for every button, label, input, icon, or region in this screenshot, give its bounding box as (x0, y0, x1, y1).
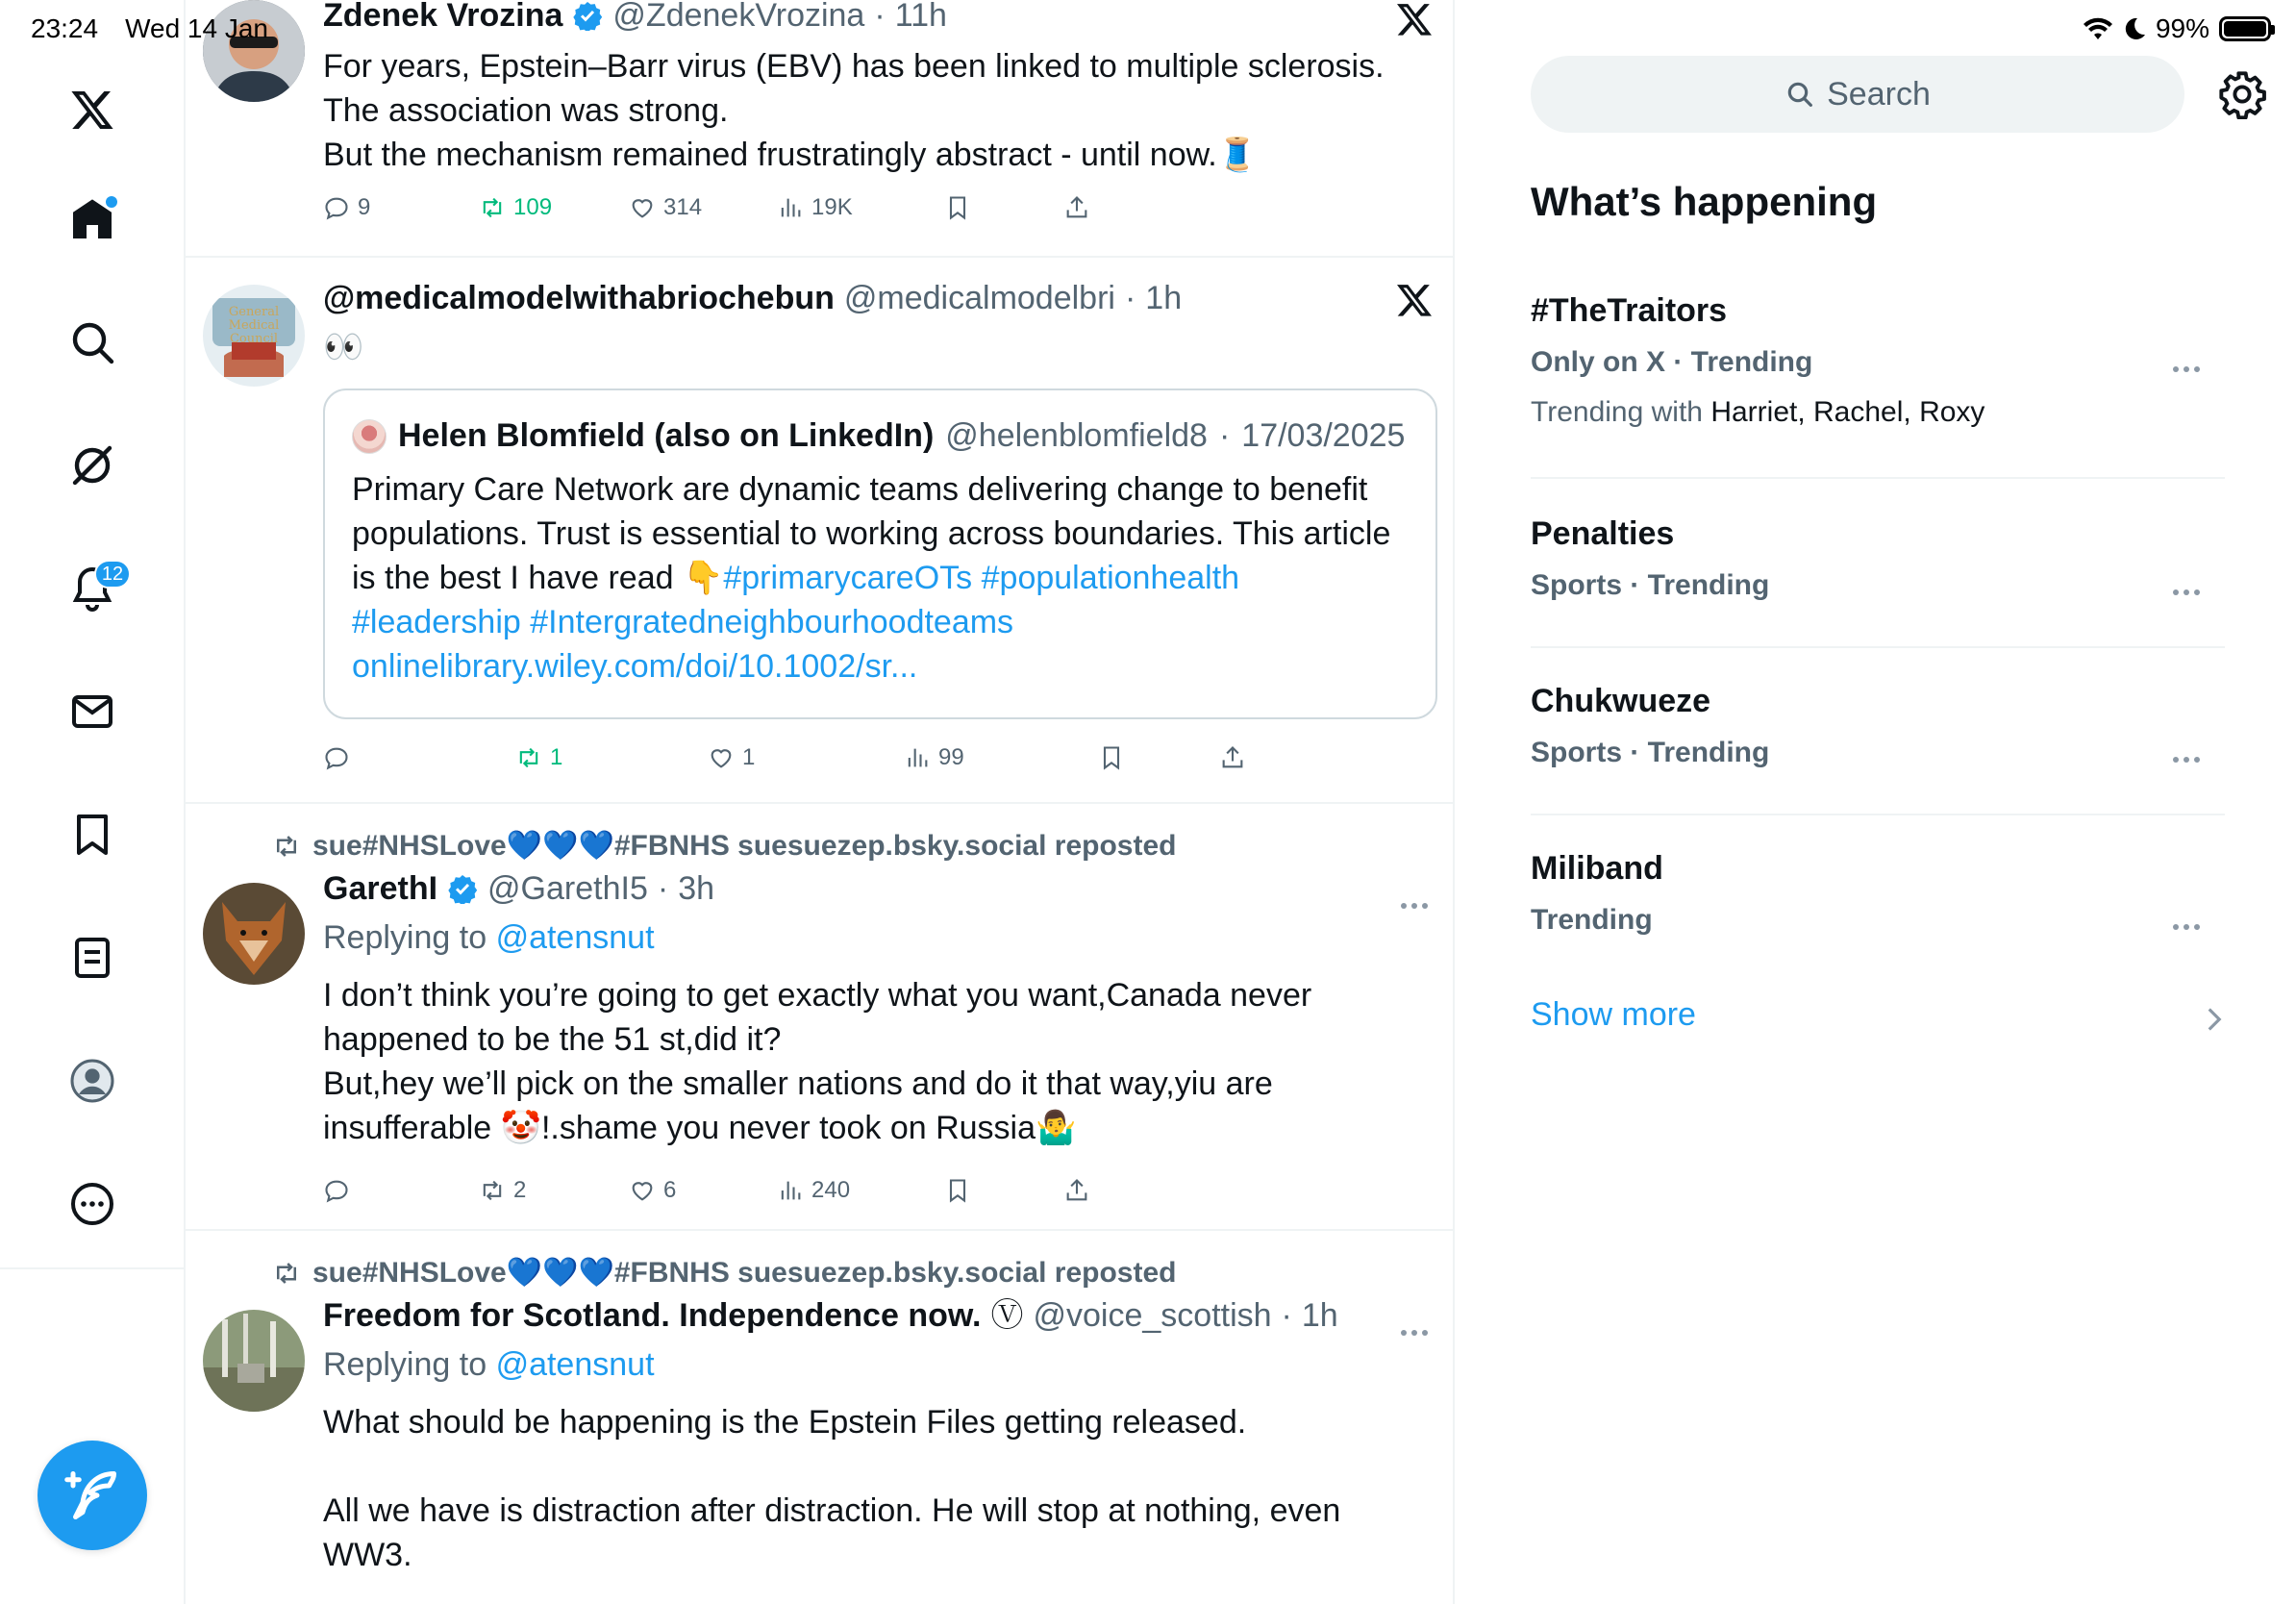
tweet-text: What should be happening is the Epstein Files getting released. All we have is distraction after distraction. He will stop at nothing, even WW3. (323, 1404, 1341, 1573)
reply-icon (323, 744, 350, 771)
repost-button[interactable]: 2 (479, 1171, 526, 1210)
verified-badge-icon (572, 0, 603, 31)
replying-to: Replying to @atensnut (323, 1346, 655, 1383)
trend-more-button[interactable] (2173, 754, 2208, 765)
svg-text:Medical: Medical (228, 318, 280, 333)
reply-button[interactable] (323, 739, 358, 777)
home-unread-dot (106, 196, 117, 208)
timeline-feed (186, 0, 1455, 1604)
x-logo-icon (69, 87, 115, 133)
like-button[interactable]: 314 (629, 188, 702, 227)
svg-text:Council: Council (229, 332, 279, 346)
avatar-medicalmodel[interactable] (203, 285, 305, 387)
quoted-author-avatar[interactable] (352, 419, 387, 454)
repost-button[interactable]: 1 (515, 739, 562, 777)
bookmark-icon (1098, 744, 1125, 771)
repost-icon (515, 744, 542, 771)
heart-icon (629, 194, 656, 221)
author-name[interactable]: @medicalmodelwithabriochebun (323, 280, 835, 316)
trend-name: Chukwueze (1531, 683, 1711, 719)
repost-attribution: sue#NHSLove💙💙💙#FBNHS suesuezep.bsky.social reposted (272, 1256, 1176, 1290)
bookmark-icon (69, 812, 115, 858)
whats-happening-title: What’s happening (1531, 179, 1878, 224)
like-button[interactable]: 1 (708, 739, 755, 777)
search-input[interactable] (1531, 56, 2184, 133)
compose-post-button[interactable] (37, 1441, 147, 1550)
trend-meta: Sports · Trending (1531, 737, 1770, 768)
author-name[interactable]: Freedom for Scotland. Independence now. (323, 1297, 982, 1334)
tweet-zdenek[interactable] (186, 0, 1455, 258)
x-logo-icon (1395, 281, 1434, 319)
heart-icon (708, 744, 735, 771)
bookmark-button[interactable] (944, 1171, 971, 1210)
trend-meta: Trending (1531, 904, 1653, 936)
avatar-medicalmodel-image (203, 285, 305, 387)
author-name[interactable]: Zdenek Vrozina (323, 0, 563, 34)
tweet-header: Freedom for Scotland. Independence now. Ⓥ @voice_scottish · 1h (323, 1294, 1437, 1337)
quoted-tweet-header: Helen Blomfield (also on LinkedIn) @helenblomfield8 · 17/03/2025 (352, 417, 1405, 455)
views-button[interactable]: 99 (904, 739, 964, 777)
grok-icon (69, 442, 115, 489)
author-name-badge: Ⓥ (990, 1297, 1024, 1334)
bookmark-button[interactable] (1098, 739, 1125, 777)
search-placeholder: Search (1827, 75, 1931, 113)
avatar-voice-scottish-photo (203, 1310, 305, 1412)
tweet-text: For years, Epstein–Barr virus (EBV) has been linked to multiple sclerosis. The association was strong. But the mechanism remained frustratingly abstract - until now.🧵 (323, 48, 1385, 173)
left-nav (0, 0, 186, 1604)
x-logo[interactable] (46, 63, 138, 156)
avatar-voice-scottish[interactable] (203, 1310, 305, 1412)
trend-name: #TheTraitors (1531, 292, 1728, 329)
tweet-garethi[interactable] (186, 804, 1455, 1231)
quoted-tweet-date: 17/03/2025 (1241, 417, 1406, 454)
author-name[interactable]: GarethI (323, 870, 438, 907)
search-icon (69, 319, 115, 365)
hashtag-link[interactable]: #leadership (352, 604, 521, 640)
thread-emoji: 🧵 (1216, 137, 1259, 173)
tweet-actions (323, 739, 1285, 777)
repost-icon (272, 832, 301, 861)
tweet-time[interactable]: 3h (678, 870, 715, 907)
hashtag-link[interactable]: #Intergratedneighbourhoodteams (530, 604, 1014, 640)
moon-icon (2123, 16, 2146, 41)
trend-name: Penalties (1531, 515, 1675, 552)
nav-more[interactable] (46, 1158, 138, 1250)
author-handle[interactable]: @GarethI5 (487, 870, 648, 907)
nav-profile[interactable] (46, 1035, 138, 1127)
tweet-more-button[interactable] (1395, 896, 1434, 915)
trending-with: Trending with Harriet, Rachel, Roxy (1531, 396, 1985, 428)
share-button[interactable] (1063, 1171, 1090, 1210)
trend-meta: Only on X · Trending (1531, 346, 1813, 378)
bookmark-button[interactable] (944, 188, 971, 227)
share-icon (1063, 1177, 1090, 1204)
trend-meta: Sports · Trending (1531, 569, 1770, 601)
nav-messages[interactable] (46, 665, 138, 758)
tweet-time[interactable]: 11h (894, 0, 947, 34)
bookmark-icon (944, 194, 971, 221)
quoted-author-handle[interactable]: @helenblomfield8 (945, 417, 1208, 454)
trend-more-button[interactable] (2173, 587, 2208, 598)
reply-button[interactable]: 9 (323, 188, 370, 227)
tweet-medicalmodel[interactable] (186, 258, 1455, 804)
reply-icon (323, 194, 350, 221)
analytics-icon (777, 1177, 804, 1204)
replying-to: Replying to @atensnut (323, 919, 655, 956)
article-link[interactable]: onlinelibrary.wiley.com/doi/10.1002/sr... (352, 648, 918, 685)
clown-emoji: 🤡 (500, 1110, 541, 1146)
repost-icon (479, 1177, 506, 1204)
nav-home[interactable] (46, 173, 138, 265)
nav-explore[interactable] (46, 296, 138, 388)
reply-button[interactable] (323, 1171, 358, 1210)
mention-link[interactable]: @atensnut (495, 919, 655, 956)
quoted-tweet-text: Primary Care Network are dynamic teams delivering change to benefit populations. Trust is essential to working across boundaries. This article is the best I have read 👇#primarycareOTs #populationhealth #leadership #Intergratedneighbourhoodteams onlinelibrary.wiley.com/doi/10.1002/sr... (352, 471, 1391, 685)
compose-feather-icon (63, 1466, 121, 1524)
tweet-actions (323, 1171, 1285, 1210)
battery-percent: 99% (2155, 13, 2209, 43)
tweet-more-button[interactable] (1395, 1323, 1434, 1342)
heart-icon (629, 1177, 656, 1204)
nav-grok[interactable] (46, 419, 138, 512)
tweet-header: Zdenek Vrozina @ZdenekVrozina · 11h (323, 0, 1437, 37)
x-logo-icon (1395, 0, 1434, 38)
verified-badge-icon (447, 873, 478, 904)
status-time: 23:24 (31, 13, 99, 43)
share-icon (1063, 194, 1090, 221)
more-circle-icon (69, 1181, 115, 1227)
trend-name: Miliband (1531, 850, 1663, 887)
tweet-header: @medicalmodelwithabriochebun @medicalmodelbri · 1h (323, 277, 1437, 319)
avatar-medicalmodel-text: General (228, 305, 280, 319)
like-button[interactable]: 6 (629, 1171, 676, 1210)
profile-avatar-icon (69, 1058, 115, 1104)
analytics-icon (777, 194, 804, 221)
tweet-text: 👀 (323, 329, 364, 365)
tweet-voice-scottish[interactable] (186, 1231, 1455, 1604)
status-bar-right (2083, 13, 2271, 44)
author-handle[interactable]: @medicalmodelbri (843, 280, 1115, 316)
analytics-icon (904, 744, 931, 771)
list-icon (69, 935, 115, 981)
point-down-emoji: 👇 (682, 560, 724, 596)
wifi-icon (2083, 16, 2113, 41)
tweet-time[interactable]: 1h (1145, 280, 1183, 316)
author-handle[interactable]: @voice_scottish (1033, 1297, 1272, 1334)
trend-item[interactable] (1531, 846, 2225, 962)
repost-icon (272, 1259, 301, 1288)
reply-icon (323, 1177, 350, 1204)
status-bar-left (31, 13, 268, 44)
mail-icon (69, 689, 115, 735)
battery-icon (2219, 16, 2271, 41)
nav-bookmarks[interactable] (46, 789, 138, 881)
shrug-emoji: 🤷‍♂️ (1036, 1110, 1077, 1146)
nav-lists[interactable] (46, 912, 138, 1004)
trend-item[interactable] (1531, 512, 2225, 648)
right-sidebar (1455, 0, 2296, 1604)
hashtag-link[interactable]: #populationhealth (981, 560, 1240, 596)
share-button[interactable] (1063, 188, 1090, 227)
show-more-link[interactable]: Show more (1531, 996, 1696, 1033)
notifications-badge: 12 (94, 560, 131, 589)
views-button[interactable]: 240 (777, 1171, 850, 1210)
settings-gear-icon[interactable] (2217, 69, 2267, 119)
quoted-tweet[interactable] (323, 388, 1437, 719)
share-icon (1219, 744, 1246, 771)
hashtag-link[interactable]: #primarycareOTs (723, 560, 973, 596)
author-handle[interactable]: @ZdenekVrozina (612, 0, 865, 34)
tweet-header: GarethI @GarethI5 · 3h (323, 867, 1437, 910)
views-button[interactable]: 19K (777, 188, 853, 227)
nav-divider (0, 1267, 186, 1269)
trend-item[interactable] (1531, 679, 2225, 815)
chevron-right-icon (2204, 1006, 2225, 1033)
nav-notifications[interactable] (46, 542, 138, 635)
trend-more-button[interactable] (2173, 363, 2208, 375)
quoted-author-name[interactable]: Helen Blomfield (also on LinkedIn) (398, 417, 935, 454)
repost-icon (479, 194, 506, 221)
avatar-garethi[interactable] (203, 883, 305, 985)
status-date: Wed 14 Jan (125, 13, 268, 43)
repost-button[interactable]: 109 (479, 188, 552, 227)
tweet-time[interactable]: 1h (1301, 1297, 1338, 1334)
share-button[interactable] (1219, 739, 1246, 777)
bookmark-icon (944, 1177, 971, 1204)
tweet-text: I don’t think you’re going to get exactly what you want,Canada never happened to be the 51 st,did it? But,hey we’ll pick on the smaller nations and do it that way,yiu are insufferable 🤡!.shame you never took on Russia🤷‍♂️ (323, 977, 1312, 1146)
tweet-actions (323, 188, 1285, 227)
trend-item[interactable] (1531, 288, 2225, 479)
mention-link[interactable]: @atensnut (495, 1346, 655, 1383)
search-icon (1784, 79, 1815, 110)
repost-attribution: sue#NHSLove💙💙💙#FBNHS suesuezep.bsky.social reposted (272, 829, 1176, 863)
trend-more-button[interactable] (2173, 921, 2208, 933)
avatar-garethi-dog (203, 883, 305, 985)
